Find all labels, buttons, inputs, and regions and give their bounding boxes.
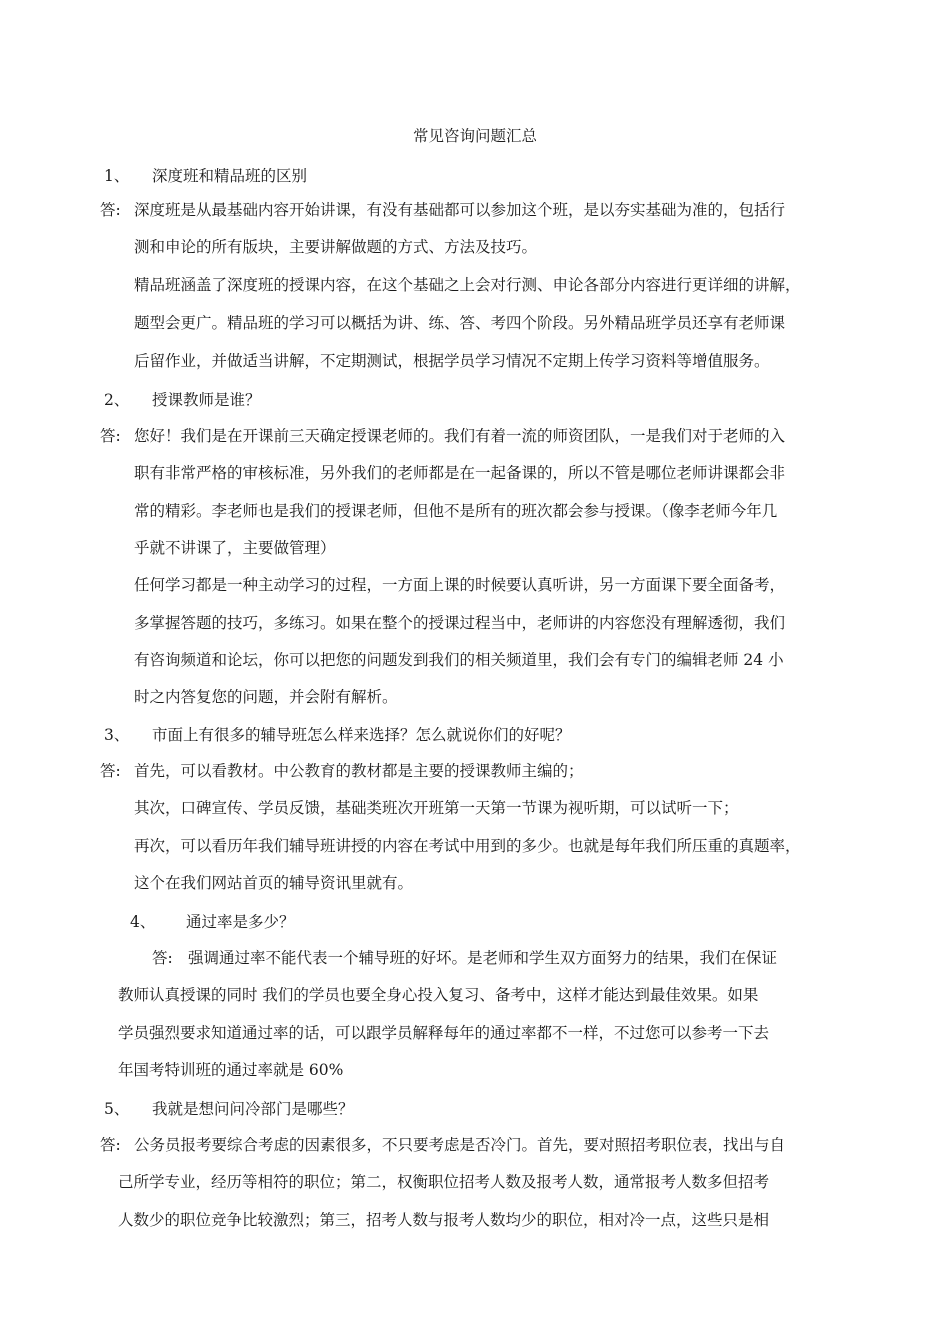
answer-line: 任何学习都是一种主动学习的过程，一方面上课的时候要认真听讲，另一方面课下要全面备考， (134, 576, 786, 594)
question-number: 2、 (104, 391, 130, 409)
answer-label: 答: (100, 1136, 121, 1154)
answer-label: 答: (100, 201, 121, 219)
answer-line: 时之内答复您的问题，并会附有解析。 (134, 688, 398, 706)
answer-line: 乎就不讲课了，主要做管理） (134, 539, 336, 557)
answer-line: 教师认真授课的同时 我们的学员也要全身心投入复习、备考中，这样才能达到最佳效果。如果 (118, 986, 759, 1004)
answer-line: 再次，可以看历年我们辅导班讲授的内容在考试中用到的多少。也就是每年我们所压重的真题率， (134, 837, 801, 855)
answer-line: 职有非常严格的审核标准，另外我们的老师都是在一起备课的，所以不管是哪位老师讲课都会非 (134, 464, 786, 482)
question-text: 我就是想问问冷部门是哪些？ (152, 1100, 354, 1118)
question-number: 3、 (104, 726, 130, 744)
answer-line: 强调通过率不能代表一个辅导班的好坏。是老师和学生双方面努力的结果，我们在保证 (188, 949, 778, 967)
question-text: 深度班和精品班的区别 (152, 167, 308, 185)
answer-label: 答: (100, 762, 121, 780)
answer-line: 多掌握答题的技巧，多练习。如果在整个的授课过程当中，老师讲的内容您没有理解透彻，我们 (134, 614, 786, 632)
answer-line: 年国考特训班的通过率就是 60% (118, 1061, 344, 1079)
question-text: 授课教师是谁？ (152, 391, 261, 409)
answer-line: 您好！我们是在开课前三天确定授课老师的。我们有着一流的师资团队，一是我们对于老师的入 (134, 427, 786, 445)
page-title: 常见咨询问题汇总 (412, 127, 537, 145)
answer-line: 学员强烈要求知道通过率的话，可以跟学员解释每年的通过率都不一样，不过您可以参考一下去 (118, 1024, 770, 1042)
answer-line: 这个在我们网站首页的辅导资讯里就有。 (134, 874, 414, 892)
answer-line: 后留作业，并做适当讲解，不定期测试，根据学员学习情况不定期上传学习资料等增值服务。 (134, 352, 770, 370)
answer-line: 人数少的职位竞争比较激烈；第三，招考人数与报考人数均少的职位，相对冷一点，这些只是相 (118, 1211, 770, 1229)
question-number: 1、 (104, 167, 130, 185)
question-number: 5、 (104, 1100, 130, 1118)
answer-line: 常的精彩。李老师也是我们的授课老师，但他不是所有的班次都会参与授课。（像李老师今年几 (134, 502, 778, 520)
answer-line: 其次，口碑宣传、学员反馈，基础类班次开班第一天第一节课为视听期，可以试听一下； (134, 799, 739, 817)
answer-label: 答: (152, 949, 173, 967)
answer-line: 测和申论的所有版块，主要讲解做题的方式、方法及技巧。 (134, 238, 538, 256)
answer-line: 深度班是从最基础内容开始讲课，有没有基础都可以参加这个班，是以夯实基础为准的，包括行 (134, 201, 786, 219)
answer-line: 题型会更广。精品班的学习可以概括为讲、练、答、考四个阶段。另外精品班学员还享有老师课 (134, 314, 786, 332)
question-text: 通过率是多少？ (186, 913, 295, 931)
answer-line: 精品班涵盖了深度班的授课内容，在这个基础之上会对行测、申论各部分内容进行更详细的讲解， (134, 276, 801, 294)
question-number: 4、 (130, 913, 156, 931)
answer-line: 公务员报考要综合考虑的因素很多，不只要考虑是否冷门。首先，要对照招考职位表，找出与自 (134, 1136, 786, 1154)
answer-label: 答: (100, 427, 121, 445)
answer-line: 有咨询频道和论坛，你可以把您的问题发到我们的相关频道里，我们会有专门的编辑老师 24 小 (134, 651, 784, 669)
answer-line: 首先，可以看教材。中公教育的教材都是主要的授课教师主编的； (134, 762, 584, 780)
answer-line: 己所学专业，经历等相符的职位；第二，权衡职位招考人数及报考人数，通常报考人数多但招考 (118, 1173, 770, 1191)
question-text: 市面上有很多的辅导班怎么样来选择？怎么就说你们的好呢？ (152, 726, 571, 744)
